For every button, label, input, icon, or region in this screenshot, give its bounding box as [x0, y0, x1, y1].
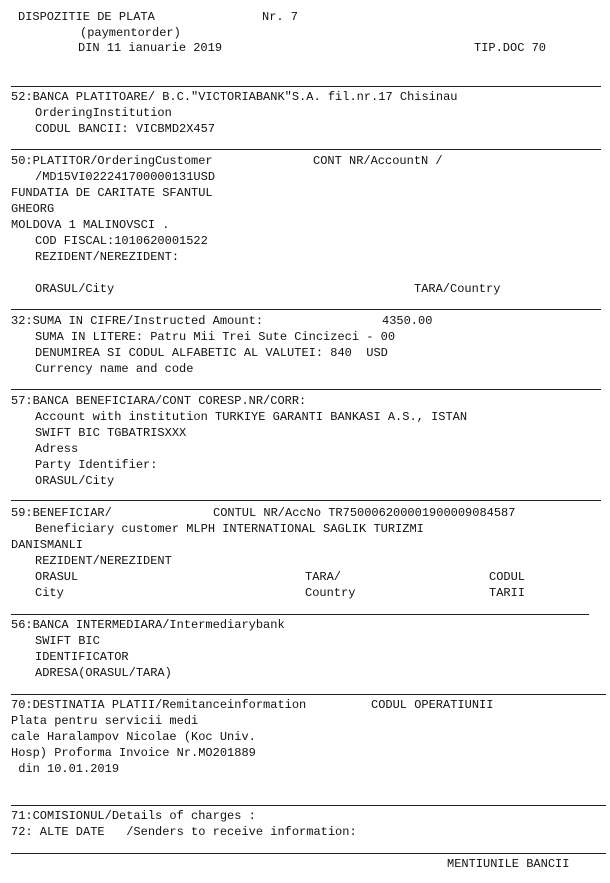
- currency-code: DENUMIREA SI CODUL ALFABETIC AL VALUTEI: 840 USD: [35, 346, 388, 360]
- divider: [11, 389, 601, 390]
- ordering-customer-address: MOLDOVA 1 MALINOVSCI .: [11, 218, 170, 232]
- operation-code-label: CODUL OPERATIUNII: [371, 698, 494, 712]
- intermediary-swift: SWIFT BIC: [35, 634, 100, 648]
- beneficiary-country-en: Country: [305, 586, 356, 600]
- beneficiary-bank-label: 57:BANCA BENEFICIARA/CONT CORESP.NR/CORR:: [11, 394, 307, 408]
- ordering-customer-name: FUNDATIA DE CARITATE SFANTUL: [11, 186, 213, 200]
- document-number: Nr. 7: [262, 10, 299, 24]
- ordering-institution-label: 52:BANCA PLATITOARE/ B.C."VICTORIABANK"S.A. fil.nr.17 Chisinau: [11, 90, 458, 104]
- beneficiary-city-label: ORASUL: [35, 570, 79, 584]
- amount-in-words: SUMA IN LITERE: Patru Mii Trei Sute Cincizeci - 00: [35, 330, 396, 344]
- ordering-account: /MD15VI022241700000131USD: [35, 170, 216, 184]
- beneficiary-customer: Beneficiary customer MLPH INTERNATIONAL SAGLIK TURIZMI: [35, 522, 424, 536]
- divider: [11, 149, 601, 150]
- resident-status: REZIDENT/NEREZIDENT:: [35, 250, 180, 264]
- beneficiary-resident: REZIDENT/NEREZIDENT: [35, 554, 172, 568]
- remittance-date: din 10.01.2019: [11, 762, 120, 776]
- beneficiary-institution: Account with institution TURKIYE GARANTI BANKASI A.S., ISTAN: [35, 410, 468, 424]
- document-subtitle: (paymentorder): [80, 26, 181, 40]
- beneficiary-country-code: TARII: [489, 586, 526, 600]
- party-identifier: Party Identifier:: [35, 458, 158, 472]
- bank-notes-label: MENTIUNILE BANCII: [447, 857, 570, 871]
- beneficiary-account: CONTUL NR/AccNo TR750006200001900009084587: [213, 506, 516, 520]
- ordering-customer-label: 50:PLATITOR/OrderingCustomer: [11, 154, 213, 168]
- account-number-label: CONT NR/AccountN /: [313, 154, 443, 168]
- instructed-amount: 4350.00: [382, 314, 433, 328]
- beneficiary-label: 59:BENEFICIAR/: [11, 506, 112, 520]
- other-data: 72: ALTE DATE /Senders to receive information:: [11, 825, 357, 839]
- remittance-line: Plata pentru servicii medi: [11, 714, 199, 728]
- document-date: DIN 11 ianuarie 2019: [78, 41, 223, 55]
- divider: [11, 853, 606, 854]
- remittance-line: Hosp) Proforma Invoice Nr.MO201889: [11, 746, 256, 760]
- beneficiary-swift: SWIFT BIC TGBATRISXXX: [35, 426, 187, 440]
- fiscal-code: COD FISCAL:1010620001522: [35, 234, 208, 248]
- intermediary-bank-label: 56:BANCA INTERMEDIARA/Intermediarybank: [11, 618, 285, 632]
- divider: [11, 309, 601, 310]
- intermediary-address: ADRESA(ORASUL/TARA): [35, 666, 172, 680]
- beneficiary-city-en: City: [35, 586, 64, 600]
- currency-label-en: Currency name and code: [35, 362, 194, 376]
- beneficiary-code-label: CODUL: [489, 570, 526, 584]
- charges-details: 71:COMISIONUL/Details of charges :: [11, 809, 256, 823]
- divider: [11, 500, 601, 501]
- divider: [11, 694, 606, 695]
- country-label: TARA/Country: [414, 282, 501, 296]
- divider: [11, 805, 606, 806]
- intermediary-identifier: IDENTIFICATOR: [35, 650, 129, 664]
- divider: [11, 86, 601, 87]
- remittance-label: 70:DESTINATIA PLATII/Remitanceinformation: [11, 698, 307, 712]
- beneficiary-customer-cont: DANISMANLI: [11, 538, 84, 552]
- beneficiary-bank-address: Adress: [35, 442, 79, 456]
- document-title: DISPOZITIE DE PLATA: [18, 10, 155, 24]
- ordering-institution-en: OrderingInstitution: [35, 106, 172, 120]
- instructed-amount-label: 32:SUMA IN CIFRE/Instructed Amount:: [11, 314, 264, 328]
- city-label: ORASUL/City: [35, 282, 115, 296]
- ordering-customer-name-cont: GHEORG: [11, 202, 55, 216]
- bank-code: CODUL BANCII: VICBMD2X457: [35, 122, 216, 136]
- divider: [11, 614, 589, 615]
- beneficiary-bank-city: ORASUL/City: [35, 474, 115, 488]
- document-type: TIP.DOC 70: [474, 41, 547, 55]
- beneficiary-country-label: TARA/: [305, 570, 342, 584]
- remittance-line: cale Haralampov Nicolae (Koc Univ.: [11, 730, 256, 744]
